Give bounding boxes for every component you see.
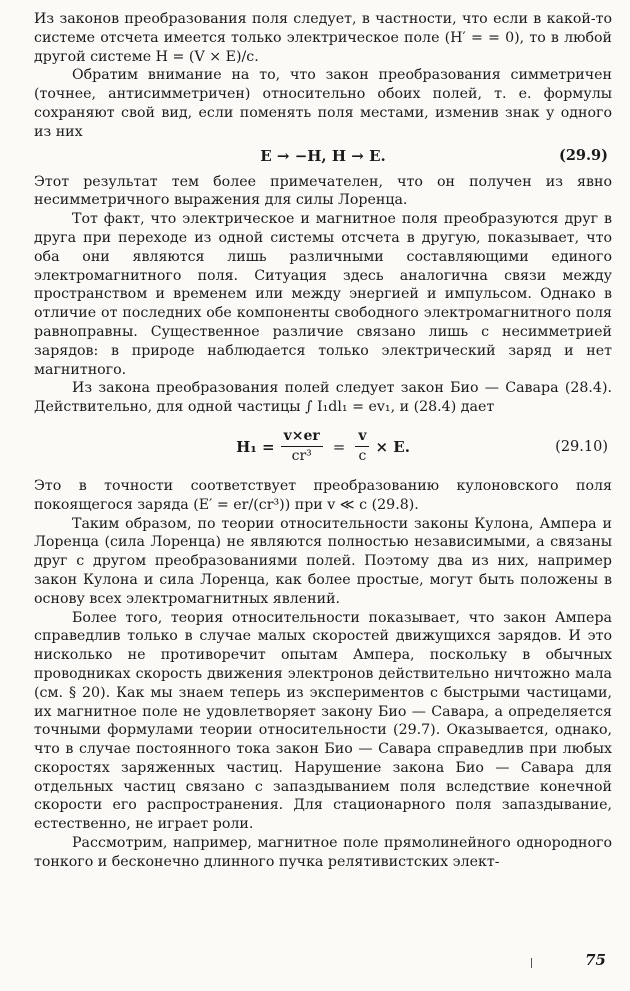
fraction-2-denominator: c [358,448,367,465]
fraction-1-numerator: v×er [283,428,320,445]
equation-29-10-rhs: × E. [375,437,410,456]
equation-29-10-number: (29.10) [555,438,608,455]
fraction-v-over-c [355,428,369,465]
paragraph-1: Из законов преобразования поля следует, в частности, что если в какой-то системе отсчета имеется только электрическое поле (H′ = = 0), то в любой другой системе H = (V × E)/c. [34,11,612,65]
equation-29-10-lhs: H₁ = [236,437,275,456]
equation-29-10 [34,425,612,469]
paragraph-5: Из закона преобразования полей следует закон Био — Савара (28.4). Действительно, для одной частицы ∫ I₁dl₁ = ev₁, и (28.4) дает [34,380,612,416]
paragraph-8: Более того, теория относительности показывает, что закон Ампера справедлив только в случае малых скоростей движущихся зарядов. И это нисколько не противоречит опытам Ампера, поскольку в обычных проводниках скорость движения электронов действительно ничтожно мала (см. § 20). Как мы знаем теперь из экспериментов с быстрыми частицами, их магнитное поле не удовлетворяет закону Био — Савара, а определяется точными формулами теории относительности (29.7). Оказывается, однако, что в случае постоянного тока закон Био — Савара справедлив при любых скоростях заряженных частиц. Нарушение закона Био — Савара для отдельных частиц связано с запаздыванием поля вследствие конечной скорости его распространения. Для стационарного поля запаздывание, естественно, не играет роли. [34,609,612,833]
paragraph-9: Рассмотрим, например, магнитное поле прямолинейного однородного тонкого и бесконечно длинного пучка релятивистских элект- [34,835,612,870]
paragraph-7: Таким образом, по теории относительности законы Кулона, Ампера и Лоренца (сила Лоренца) не являются полностью независимыми, а связаны друг с другом преобразованиями полей. Поэтому два из них, например закон Кулона и сила Лоренца, как более простые, могут быть положены в основу всех электромагнитных явлений. [34,515,612,607]
paragraph-4: Тот факт, что электрическое и магнитное поля преобразуются друг в друга при переходе из одной системы отсчета в другую, показывает, что оба они являются лишь различными составляющими единого электромагнитного поля. Ситуация здесь аналогична связи между пространством и временем или между энергией и импульсом. Однако в отличие от последних обе компоненты свободного электромагнитного поля равноправны. Существенное различие связано лишь с несимметрией зарядов: в природе наблюдается только электрический заряд и нет магнитного. [34,211,612,378]
page-number: 75 [585,951,606,969]
equation-29-9-expr: E → −H, H → E. [260,147,386,166]
fraction-1-denominator: cr³ [291,448,312,465]
paragraph-2: Обратим внимание на то, что закон преобразования симметричен (точнее, антисимметричен) относительно обоих полей, т. е. формулы сохраняют свой вид, если поменять поля местами, изменив знак у одного из них [34,67,612,140]
fraction-2-numerator: v [358,428,367,445]
paragraph-3: Этот результат тем более примечателен, что он получен из явно несимметричного выражения для силы Лоренца. [34,173,612,209]
equation-29-9-number: (29.9) [558,147,608,165]
margin-mark [531,958,532,968]
paragraph-6: Это в точности соответствует преобразованию кулоновского поля покоящегося заряда (E′ = er/(cr³)) при v ≪ c (29.8). [34,477,612,513]
equation-29-10-equals: = [332,437,346,456]
equation-29-9 [34,145,612,169]
fraction-vxer-over-cr3 [281,428,323,465]
